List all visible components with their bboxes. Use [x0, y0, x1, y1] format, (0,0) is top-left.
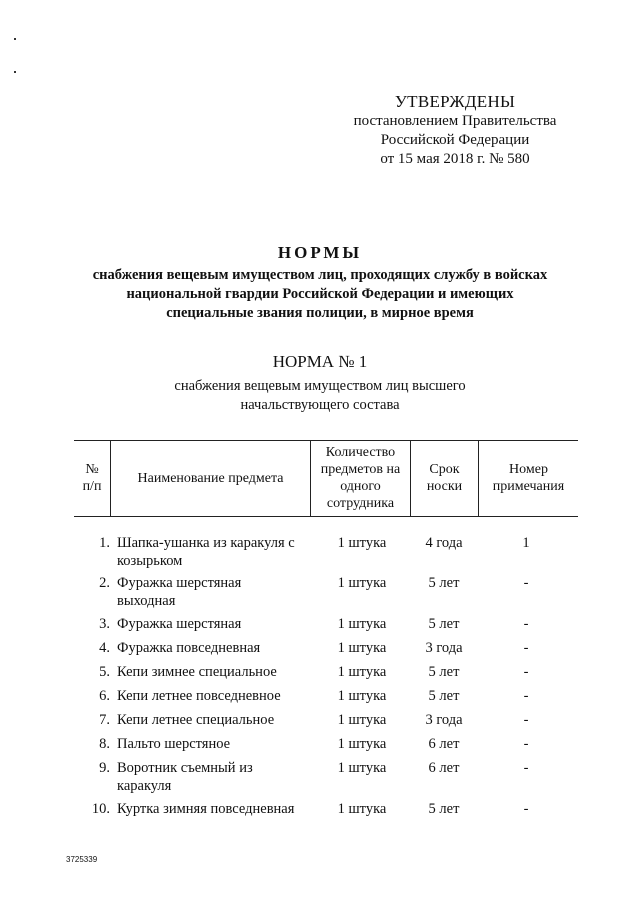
row-quantity: 1 штука — [337, 640, 387, 656]
row-quantity: 1 штука — [337, 664, 387, 680]
row-note: - — [523, 801, 529, 817]
row-wear-term: 4 года — [425, 535, 463, 551]
row-item-name: Фуражка шерстяная выходная — [117, 575, 242, 609]
row-item-name: Воротник съемный из каракуля — [117, 760, 253, 794]
row-quantity: 1 штука — [337, 760, 387, 776]
scan-speck — [14, 38, 16, 40]
subtitle-line: снабжения вещевым имуществом лиц, проходящих службу в войсках — [92, 267, 548, 283]
row-quantity: 1 штука — [337, 535, 387, 551]
header-wear-term: Срок носки — [426, 462, 463, 494]
document-subtitle — [70, 266, 570, 323]
approval-line: постановлением Правительства — [353, 113, 557, 129]
row-quantity: 1 штука — [337, 575, 387, 591]
row-wear-term: 5 лет — [428, 616, 460, 632]
header-number: № п/п — [82, 462, 102, 494]
row-wear-term: 5 лет — [428, 575, 460, 591]
row-number: 3. — [99, 616, 110, 632]
row-note: - — [523, 688, 529, 704]
row-item-name: Пальто шерстяное — [117, 736, 231, 752]
document-id: 3725339 — [66, 855, 98, 864]
document-title: НОРМЫ — [277, 243, 363, 262]
header-quantity: Количество предметов на одного сотрудника — [320, 445, 401, 511]
approval-stamp — [330, 92, 580, 169]
row-number: 5. — [99, 664, 110, 680]
row-quantity: 1 штука — [337, 712, 387, 728]
approval-line: Российской Федерации — [380, 132, 530, 148]
row-number: 4. — [99, 640, 110, 656]
subtitle-line: специальные звания полиции, в мирное время — [166, 305, 474, 321]
row-wear-term: 6 лет — [428, 736, 460, 752]
header-item-name: Наименование предмета — [137, 470, 284, 486]
row-wear-term: 3 года — [425, 640, 463, 656]
approval-title: УТВЕРЖДЕНЫ — [394, 92, 516, 111]
row-note: - — [523, 616, 529, 632]
row-number: 8. — [99, 736, 110, 752]
header-note-number: Номер примечания — [492, 462, 565, 494]
row-number: 6. — [99, 688, 110, 704]
row-quantity: 1 штука — [337, 736, 387, 752]
row-wear-term: 3 года — [425, 712, 463, 728]
row-item-name: Шапка-ушанка из каракуля с козырьком — [117, 535, 295, 569]
row-number: 1. — [99, 535, 110, 551]
row-note: - — [523, 760, 529, 776]
row-note: - — [523, 736, 529, 752]
row-quantity: 1 штука — [337, 688, 387, 704]
row-item-name: Фуражка повседневная — [117, 640, 261, 656]
row-wear-term: 6 лет — [428, 760, 460, 776]
row-note: - — [523, 640, 529, 656]
row-item-name: Кепи летнее повседневное — [117, 688, 281, 704]
table-header-bottom-border — [74, 516, 578, 517]
norm-desc-line: снабжения вещевым имуществом лиц высшего — [174, 378, 466, 394]
row-number: 10. — [91, 801, 110, 817]
row-wear-term: 5 лет — [428, 664, 460, 680]
row-note: 1 — [522, 535, 530, 551]
subtitle-line: национальной гвардии Российской Федерации и имеющих — [126, 286, 514, 302]
row-quantity: 1 штука — [337, 616, 387, 632]
row-item-name: Кепи зимнее специальное — [117, 664, 277, 680]
norm-desc-line: начальствующего состава — [240, 397, 400, 413]
row-item-name: Куртка зимняя повседневная — [117, 801, 295, 817]
row-note: - — [523, 664, 529, 680]
row-item-name: Фуражка шерстяная — [117, 616, 242, 632]
row-item-name: Кепи летнее специальное — [117, 712, 275, 728]
row-wear-term: 5 лет — [428, 688, 460, 704]
row-wear-term: 5 лет — [428, 801, 460, 817]
approval-date-number: от 15 мая 2018 г. № 580 — [380, 151, 530, 167]
scan-speck — [14, 71, 16, 73]
row-number: 2. — [99, 575, 110, 591]
norm-description — [150, 377, 490, 415]
row-quantity: 1 штука — [337, 801, 387, 817]
row-note: - — [523, 575, 529, 591]
row-number: 9. — [99, 760, 110, 776]
row-note: - — [523, 712, 529, 728]
row-number: 7. — [99, 712, 110, 728]
norm-number: НОРМА № 1 — [272, 352, 368, 371]
